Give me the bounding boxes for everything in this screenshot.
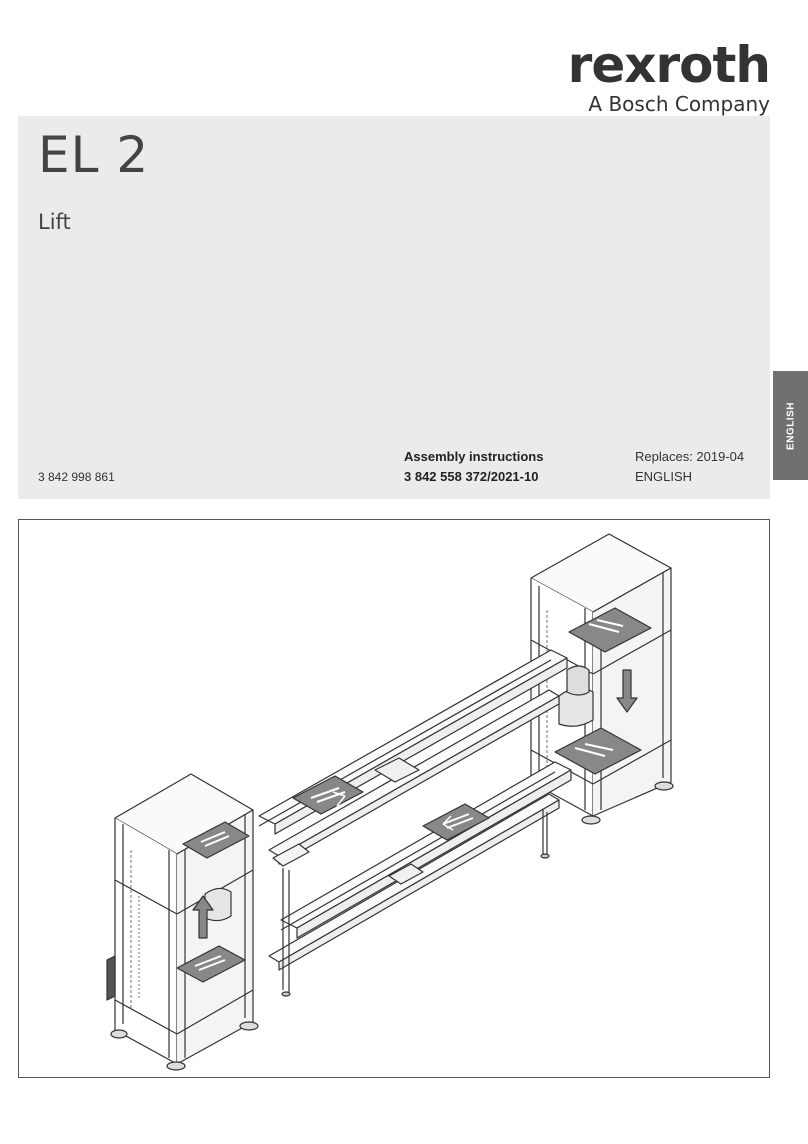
brand-name: rexroth	[567, 36, 770, 94]
document-number: 3 842 558 372/2021-10	[404, 469, 539, 484]
lift-system-drawing	[19, 520, 769, 1077]
language-side-tab-label: ENGLISH	[785, 401, 796, 450]
lift-illustration	[18, 519, 770, 1078]
replaces-date: Replaces: 2019-04	[635, 449, 745, 464]
brand-logo	[567, 36, 770, 116]
upper-conveyor	[259, 650, 567, 864]
part-number: 3 842 998 861	[38, 470, 115, 484]
document-subtitle: Lift	[38, 210, 71, 234]
document-title: EL 2	[38, 126, 150, 184]
brand-tagline: A Bosch Company	[588, 92, 770, 116]
title-panel	[18, 116, 770, 499]
left-lift-tower	[107, 774, 258, 1070]
language-side-tab	[773, 371, 808, 480]
document-type-label: Assembly instructions	[404, 449, 544, 464]
document-language: ENGLISH	[635, 469, 693, 484]
